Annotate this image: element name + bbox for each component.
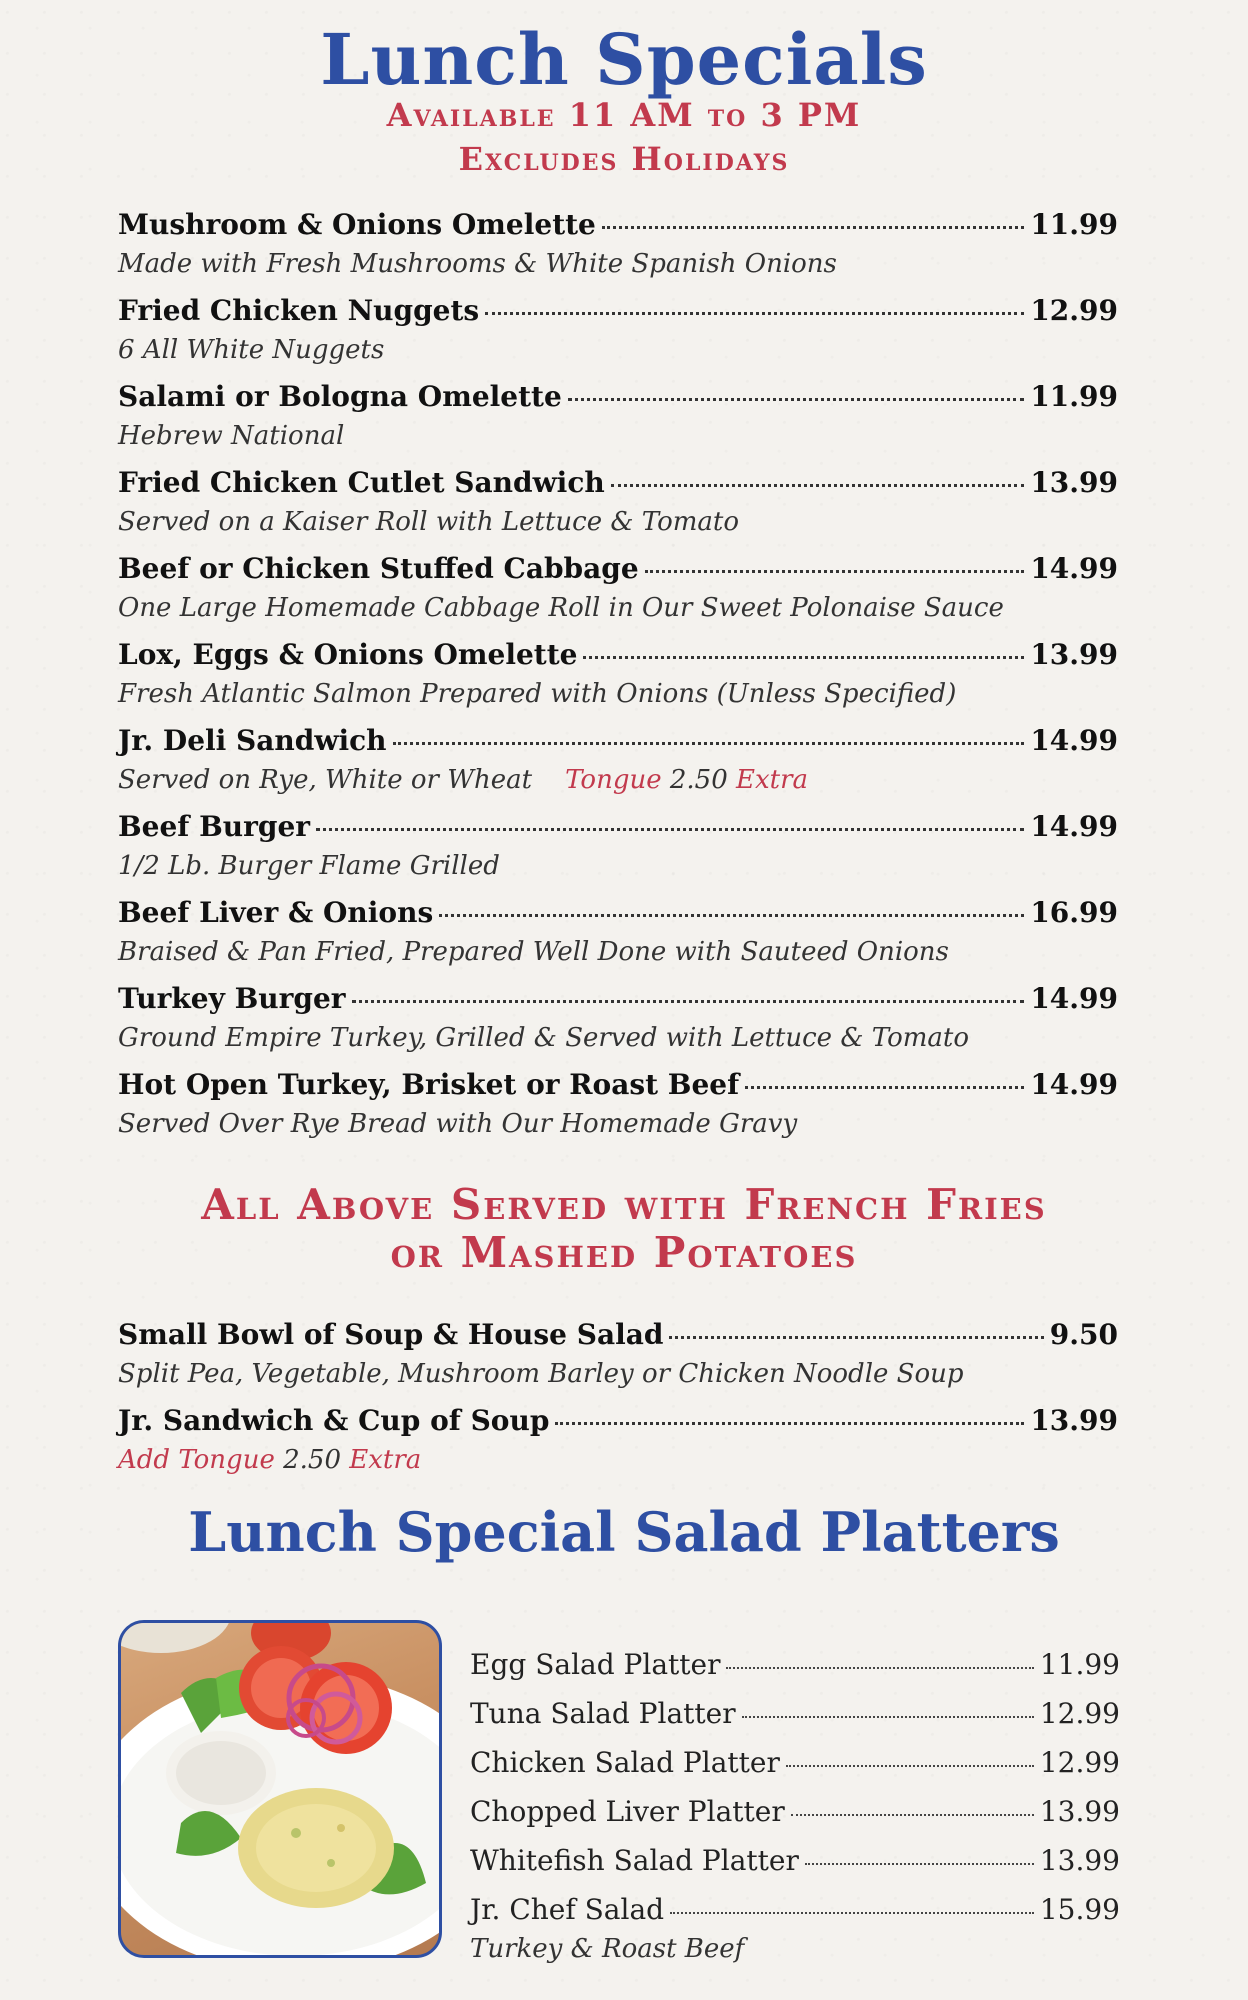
item-name: Lox, Eggs & Onions Omelette (118, 638, 578, 671)
item-price: 14.99 (1030, 724, 1118, 757)
leader-dots (352, 1000, 1025, 1003)
sides-note-line1: All Above Served with French Fries (201, 1180, 1047, 1229)
item-price: 12.99 (1039, 1697, 1120, 1730)
platters-title: Lunch Special Salad Platters (188, 1500, 1060, 1564)
item-name: Beef Burger (118, 810, 311, 843)
platter-item (470, 1795, 1120, 1828)
item-description: Braised & Pan Fried, Prepared Well Done with Sauteed Onions (118, 937, 949, 967)
extra-label: Extra (349, 1445, 422, 1475)
item-price: 13.99 (1039, 1844, 1120, 1877)
leader-dots (791, 1814, 1034, 1816)
item-description: Turkey & Roast Beef (470, 1934, 745, 1964)
item-price: 13.99 (1030, 466, 1118, 499)
leader-dots (568, 398, 1025, 401)
item-price: 13.99 (1039, 1795, 1120, 1828)
item-price: 11.99 (1030, 208, 1118, 241)
leader-dots (742, 1716, 1034, 1718)
salad-plate-illustration (121, 1623, 439, 1955)
item-description: Served Over Rye Bread with Our Homemade Gravy (118, 1109, 798, 1139)
combo-item (118, 1404, 1118, 1475)
item-price: 14.99 (1030, 810, 1118, 843)
leader-dots (645, 570, 1025, 573)
leader-dots (611, 484, 1025, 487)
item-name: Mushroom & Onions Omelette (118, 208, 596, 241)
sides-note-line2: or Mashed Potatoes (390, 1228, 858, 1277)
salad-platter-photo (118, 1620, 442, 1958)
item-name: Egg Salad Platter (470, 1648, 721, 1681)
item-name: Fried Chicken Nuggets (118, 294, 480, 327)
item-price: 15.99 (1039, 1893, 1120, 1926)
item-description: One Large Homemade Cabbage Roll in Our Sweet Polonaise Sauce (118, 593, 1004, 623)
item-name: Whitefish Salad Platter (470, 1844, 799, 1877)
item-name: Beef or Chicken Stuffed Cabbage (118, 552, 639, 585)
leader-dots (602, 226, 1024, 229)
item-description: 1/2 Lb. Burger Flame Grilled (118, 851, 500, 881)
menu-item (118, 638, 1118, 709)
platter-item (470, 1746, 1120, 1779)
item-name: Jr. Sandwich & Cup of Soup (118, 1404, 550, 1437)
item-name: Hot Open Turkey, Brisket or Roast Beef (118, 1068, 740, 1101)
menu-item (118, 466, 1118, 537)
page-title: Lunch Specials (320, 18, 928, 101)
extra-tongue-label: Tongue (565, 765, 662, 795)
item-price: 9.50 (1049, 1318, 1118, 1351)
item-price: 13.99 (1030, 638, 1118, 671)
item-name: Turkey Burger (118, 982, 346, 1015)
leader-dots (670, 1912, 1034, 1914)
menu-item (118, 810, 1118, 881)
platter-item (470, 1648, 1120, 1681)
leader-dots (805, 1863, 1034, 1865)
item-price: 14.99 (1030, 552, 1118, 585)
platter-item (470, 1844, 1120, 1877)
extra-tongue-price: 2.50 (669, 765, 728, 795)
item-price: 11.99 (1030, 380, 1118, 413)
menu-item (118, 1068, 1118, 1139)
leader-dots (393, 742, 1025, 745)
item-price: 12.99 (1039, 1746, 1120, 1779)
leader-dots (316, 828, 1024, 831)
leader-dots (583, 656, 1024, 659)
item-price: 13.99 (1030, 1404, 1118, 1437)
item-description: Split Pea, Vegetable, Mushroom Barley or Chicken Noodle Soup (118, 1359, 964, 1389)
item-price: 12.99 (1030, 294, 1118, 327)
platter-item (470, 1697, 1120, 1730)
item-name: Small Bowl of Soup & House Salad (118, 1318, 664, 1351)
item-price: 14.99 (1030, 1068, 1118, 1101)
menu-item (118, 294, 1118, 365)
item-description: Made with Fresh Mushrooms & White Spanish Onions (118, 249, 837, 279)
item-description: 6 All White Nuggets (118, 335, 385, 365)
item-description (118, 1445, 1118, 1475)
menu-item (118, 380, 1118, 451)
item-name: Jr. Chef Salad (470, 1893, 665, 1926)
menu-item (118, 208, 1118, 279)
leader-dots (485, 312, 1024, 315)
leader-dots (726, 1667, 1033, 1669)
item-name: Beef Liver & Onions (118, 896, 434, 929)
item-description: Served on a Kaiser Roll with Lettuce & Tomato (118, 507, 740, 537)
add-tongue-price: 2.50 (283, 1445, 341, 1475)
item-description: Fresh Atlantic Salmon Prepared with Onions (Unless Specified) (118, 679, 957, 709)
menu-item (118, 982, 1118, 1053)
item-name: Jr. Deli Sandwich (118, 724, 387, 757)
holidays-subtitle: Excludes Holidays (458, 140, 790, 178)
platter-item (470, 1893, 1120, 1964)
item-name: Salami or Bologna Omelette (118, 380, 562, 413)
menu-item (118, 552, 1118, 623)
item-description-text: Served on Rye, White or Wheat (118, 765, 533, 795)
menu-item (118, 896, 1118, 967)
item-name: Chicken Salad Platter (470, 1746, 780, 1779)
leader-dots (439, 914, 1024, 917)
leader-dots (745, 1086, 1024, 1089)
item-description (118, 765, 1118, 795)
extra-label: Extra (736, 765, 809, 795)
hours-subtitle: Available 11 AM to 3 PM (386, 96, 862, 134)
leader-dots (555, 1422, 1024, 1425)
item-price: 14.99 (1030, 982, 1118, 1015)
add-tongue-label: Add Tongue (118, 1445, 275, 1475)
item-name: Chopped Liver Platter (470, 1795, 785, 1828)
leader-dots (669, 1336, 1043, 1339)
combo-item (118, 1318, 1118, 1389)
item-description: Hebrew National (118, 421, 345, 451)
item-price: 11.99 (1039, 1648, 1120, 1681)
item-name: Tuna Salad Platter (470, 1697, 736, 1730)
menu-item (118, 724, 1118, 795)
leader-dots (786, 1765, 1034, 1767)
item-description: Ground Empire Turkey, Grilled & Served with Lettuce & Tomato (118, 1023, 969, 1053)
item-name: Fried Chicken Cutlet Sandwich (118, 466, 605, 499)
item-price: 16.99 (1030, 896, 1118, 929)
